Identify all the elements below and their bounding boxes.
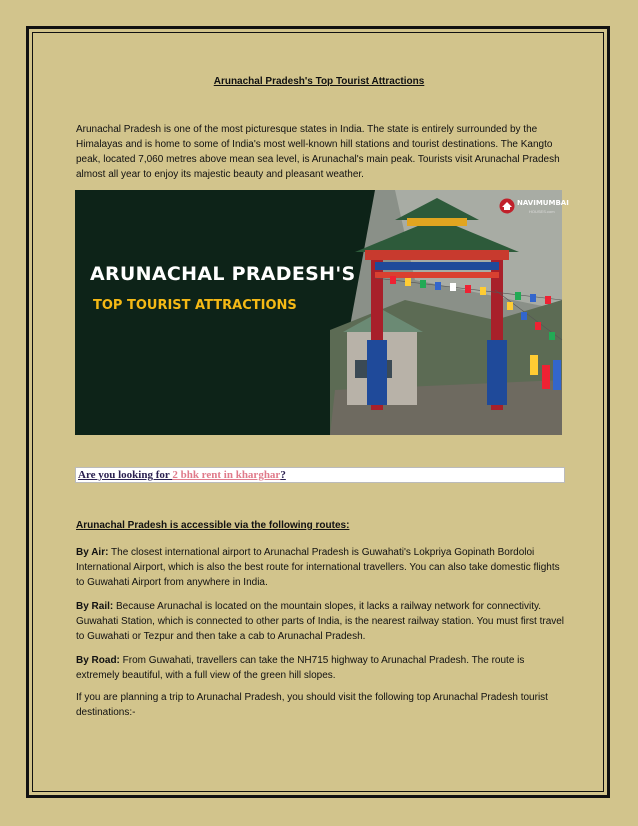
cta-prefix: Are you looking for (78, 469, 173, 481)
rent-cta-bar (75, 467, 565, 483)
by-rail-paragraph (76, 599, 570, 644)
house-icon (499, 198, 515, 214)
by-rail-label: By Rail: (76, 601, 114, 612)
closing-paragraph: If you are planning a trip to Arunachal Pradesh, you should visit the following top Arunachal Pradesh tourist destinations:- (76, 692, 548, 718)
page-title: Arunachal Pradesh's Top Tourist Attractions (213, 76, 425, 87)
by-road-label: By Road: (76, 655, 120, 666)
by-air-label: By Air: (76, 547, 109, 558)
by-road-text: From Guwahati, travellers can take the NH715 highway to Arunachal Pradesh. The route is extremely beautiful, with a full view of the green hill slopes. (76, 655, 525, 681)
logo-text: NAVIMUMBAI (517, 199, 569, 207)
intro-paragraph: Arunachal Pradesh is one of the most picturesque states in India. The state is entirely surrounded by the Himalayas and is home to some of India's most well-known hill stations and tourist destinations. The Kangto peak, located 7,060 metres above mean sea level, is Arunachal's main peak. Tourists visit Arunachal Pradesh almost all year to enjoy its majestic beauty and pleasant weather. (76, 124, 560, 180)
hero-banner (75, 190, 569, 435)
hero-headline: ARUNACHAL PRADESH'S (90, 263, 356, 285)
hero-subheadline: TOP TOURIST ATTRACTIONS (93, 298, 297, 313)
cta-suffix: ? (280, 469, 286, 481)
rent-link[interactable]: 2 bhk rent in kharghar (172, 469, 281, 481)
by-road-paragraph (76, 653, 570, 683)
navimumbai-logo (499, 196, 569, 218)
by-air-paragraph (76, 545, 570, 590)
by-air-text: The closest international airport to Arunachal Pradesh is Guwahati's Lokpriya Gopinath Bordoloi International Airport, which is also the best route for international travellers. You can also take domestic flights to Guwahati Airport from anywhere in India. (76, 547, 560, 588)
by-rail-text: Because Arunachal is located on the mountain slopes, it lacks a railway network for connectivity. Guwahati Station, which is connected to other parts of India, is the nearest railway station. You must first travel to Guwahati or Tezpur and then take a cab to Arunachal Pradesh. (76, 601, 565, 642)
logo-subtext: HOUSES.com (529, 209, 555, 214)
routes-heading: Arunachal Pradesh is accessible via the following routes: (76, 520, 350, 531)
